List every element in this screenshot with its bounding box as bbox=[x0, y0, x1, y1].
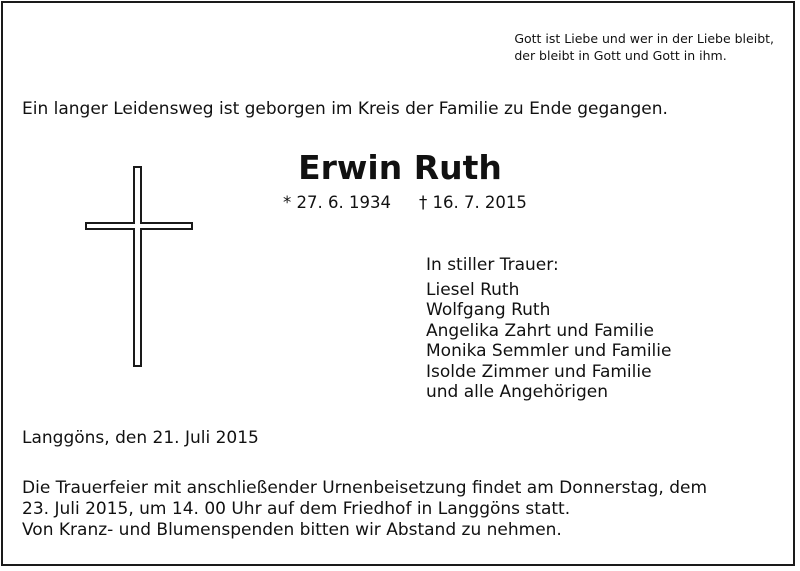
mourner-name: Liesel Ruth bbox=[426, 279, 520, 300]
mourners-list bbox=[426, 255, 671, 403]
mourner-name: und alle Angehörigen bbox=[426, 382, 609, 402]
latin-cross-icon bbox=[85, 166, 193, 368]
mourner-name: Angelika Zahrt und Familie bbox=[426, 320, 654, 341]
death-date: † 16. 7. 2015 bbox=[418, 193, 527, 212]
birth-date: * 27. 6. 1934 bbox=[283, 193, 391, 212]
mourner-name: Isolde Zimmer und Familie bbox=[426, 361, 652, 382]
mourner-name: Monika Semmler und Familie bbox=[426, 341, 672, 361]
intro-text: Ein langer Leidensweg ist geborgen im Kreis der Familie zu Ende gegangen. bbox=[22, 99, 668, 119]
place-and-date: Langgöns, den 21. Juli 2015 bbox=[22, 428, 259, 448]
bible-verse-line-1: Gott ist Liebe und wer in der Liebe bleibt, bbox=[514, 31, 774, 46]
deceased-name: Erwin Ruth bbox=[298, 148, 502, 187]
life-dates bbox=[283, 193, 527, 212]
funeral-notice-line-3: Von Kranz- und Blumenspenden bitten wir Abstand zu nehmen. bbox=[22, 520, 562, 540]
mourner-name: Wolfgang Ruth bbox=[426, 300, 551, 320]
mourners-heading: In stiller Trauer: bbox=[426, 255, 559, 275]
funeral-notice-line-2: 23. Juli 2015, um 14. 00 Uhr auf dem Friedhof in Langgöns statt. bbox=[22, 499, 571, 519]
funeral-notice-line-1: Die Trauerfeier mit anschließender Urnenbeisetzung findet am Donnerstag, dem bbox=[22, 478, 708, 498]
bible-verse bbox=[514, 30, 774, 64]
bible-verse-line-2: der bleibt in Gott und Gott in ihm. bbox=[514, 48, 727, 63]
funeral-notice bbox=[22, 478, 707, 541]
